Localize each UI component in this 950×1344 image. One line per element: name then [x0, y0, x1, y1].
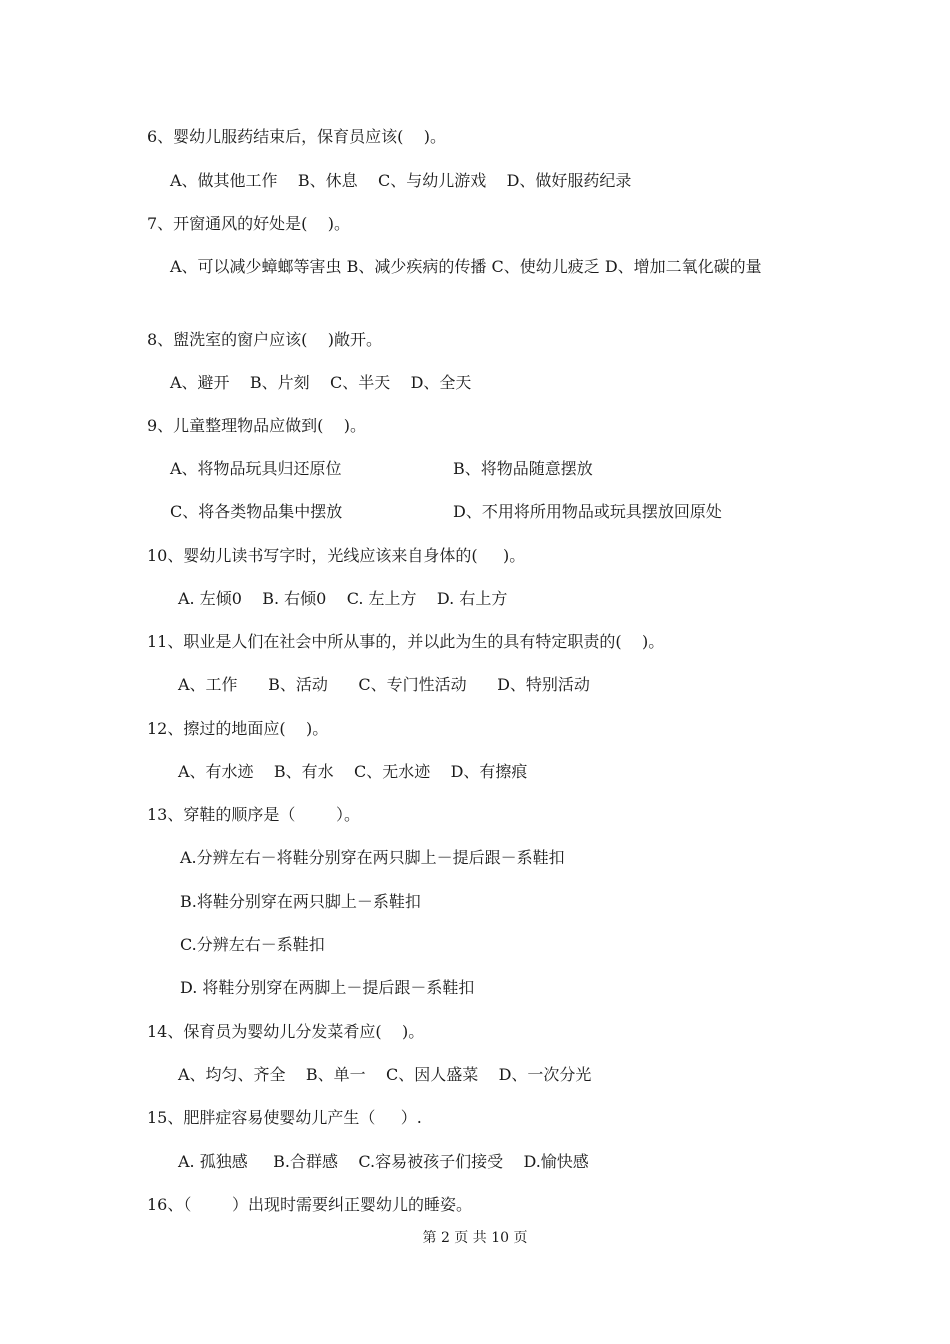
question-9-option-c: C、将各类物品集中摆放	[170, 502, 343, 521]
page-number-footer: 第 2 页 共 10 页	[422, 1230, 528, 1246]
question-9-stem: 9、儿童整理物品应做到( )。	[147, 416, 367, 435]
question-8-stem: 8、盥洗室的窗户应该( )敞开。	[147, 330, 383, 349]
question-16-stem: 16、（ ）出现时需要纠正婴幼儿的睡姿。	[147, 1195, 473, 1214]
question-7-options: A、可以减少蟑螂等害虫 B、减少疾病的传播 C、使幼儿疲乏 D、增加二氧化碳的量	[170, 257, 762, 276]
question-11-options: A、工作 B、活动 C、专门性活动 D、特别活动	[178, 675, 590, 694]
question-7-stem: 7、开窗通风的好处是( )。	[147, 214, 351, 233]
question-15-stem: 15、肥胖症容易使婴幼儿产生（ ）.	[147, 1108, 422, 1127]
question-8-options: A、避开 B、片刻 C、半天 D、全天	[170, 373, 472, 392]
question-14-stem: 14、保育员为婴幼儿分发菜肴应( )。	[147, 1022, 425, 1041]
question-10-stem: 10、婴幼儿读书写字时，光线应该来自身体的( )。	[147, 546, 526, 565]
question-10-options: A. 左倾0 B. 右倾0 C. 左上方 D. 右上方	[178, 589, 508, 608]
question-6-options: A、做其他工作 B、休息 C、与幼儿游戏 D、做好服药纪录	[170, 171, 632, 190]
question-12-options: A、有水迹 B、有水 C、无水迹 D、有擦痕	[178, 762, 528, 781]
question-13-option-b: B.将鞋分别穿在两只脚上－系鞋扣	[180, 892, 421, 911]
question-9-option-a: A、将物品玩具归还原位	[170, 459, 342, 478]
question-9-option-d: D、不用将所用物品或玩具摆放回原处	[453, 502, 722, 521]
question-12-stem: 12、擦过的地面应( )。	[147, 719, 329, 738]
question-11-stem: 11、职业是人们在社会中所从事的，并以此为生的具有特定职责的( )。	[147, 632, 665, 651]
question-14-options: A、均匀、齐全 B、单一 C、因人盛菜 D、一次分光	[178, 1065, 592, 1084]
question-15-options: A. 孤独感 B.合群感 C.容易被孩子们接受 D.愉快感	[178, 1152, 589, 1171]
question-13-option-c: C.分辨左右－系鞋扣	[180, 935, 325, 954]
question-6-stem: 6、婴幼儿服药结束后，保育员应该( )。	[147, 127, 447, 146]
question-13-stem: 13、穿鞋的顺序是（ ）。	[147, 805, 361, 824]
question-13-option-a: A.分辨左右－将鞋分别穿在两只脚上－提后跟－系鞋扣	[180, 848, 565, 867]
question-9-option-b: B、将物品随意摆放	[453, 459, 593, 478]
question-13-option-d: D. 将鞋分别穿在两脚上－提后跟－系鞋扣	[180, 978, 475, 997]
